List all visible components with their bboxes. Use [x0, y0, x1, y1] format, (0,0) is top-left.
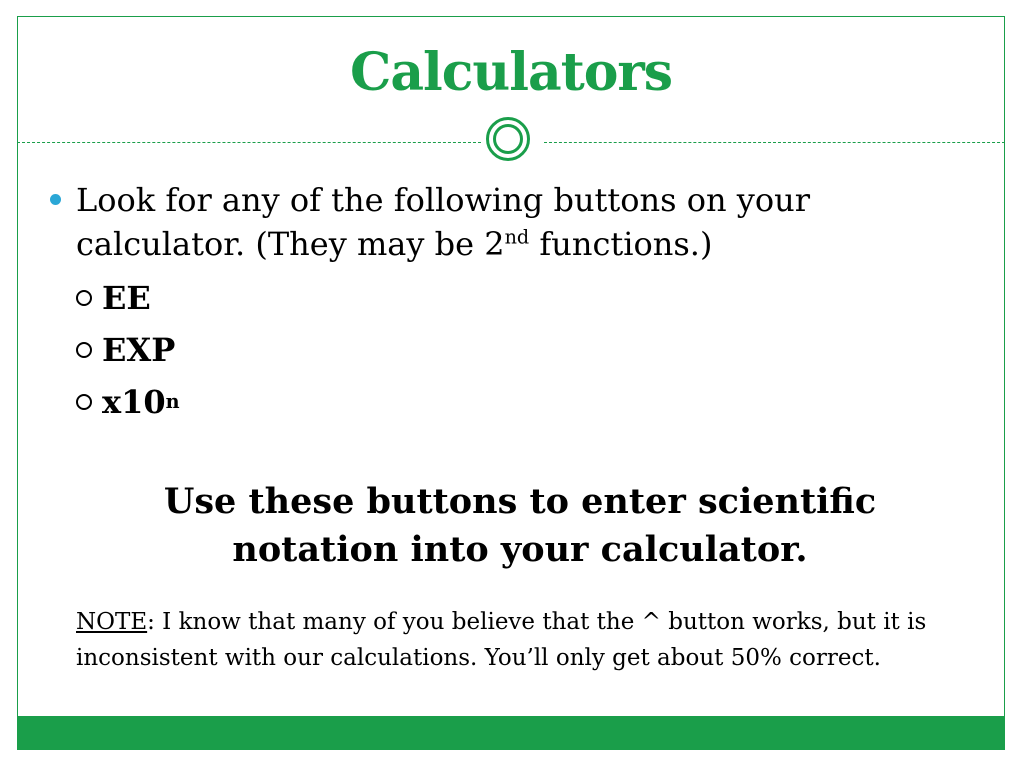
note-label: NOTE: [76, 609, 148, 635]
hollow-circle-bullet-icon: [76, 394, 92, 410]
button-list-item-exp: [76, 330, 175, 370]
bullet-text-part2: functions.): [529, 225, 713, 263]
button-list-item-ee: [76, 278, 151, 318]
button-label-exp: EXP: [102, 331, 176, 369]
note-paragraph: [76, 604, 986, 676]
hollow-circle-bullet-icon: [76, 290, 92, 306]
title-divider-right: [544, 142, 1005, 143]
hollow-circle-bullet-icon: [76, 342, 92, 358]
bullet-dot-icon: [50, 194, 61, 205]
bullet-superscript: nd: [504, 225, 530, 249]
title-divider-left: [17, 142, 481, 143]
footer-bar: [17, 716, 1005, 750]
divider-ring-icon: [486, 117, 530, 161]
usage-statement: Use these buttons to enter scientific notation into your calculator.: [163, 481, 877, 570]
button-label-x10: x10: [102, 383, 166, 421]
bullet-text-part1: Look for any of the following buttons on your calculator. (They may be 2: [76, 181, 811, 263]
note-text: : I know that many of you believe that the ^ button works, but it is inconsistent with our calculations. You’ll only get about 50% correct.: [76, 609, 927, 671]
slide-title: Calculators: [349, 42, 673, 103]
button-list-item-x10n: x10 n: [76, 382, 180, 422]
button-label-ee: EE: [102, 279, 151, 317]
main-bullet-text: [76, 178, 976, 266]
